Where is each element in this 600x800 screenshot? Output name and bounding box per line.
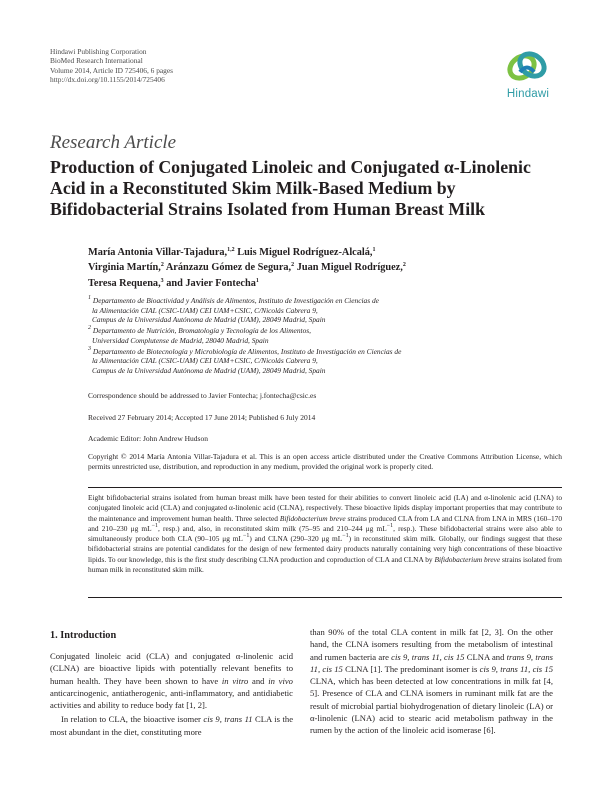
affiliations — [88, 296, 568, 376]
text-column-right — [310, 626, 553, 736]
author-name[interactable]: Virginia Martín, — [88, 262, 161, 274]
paragraph-text: CLNA and — [464, 651, 507, 662]
affiliation-text: Departamento de Bioactividad y Análisis de Alimentos, Instituto de Investigación en Ciencias de — [92, 296, 379, 305]
paragraph-text: cis 9, trans 11 — [203, 714, 253, 725]
paragraph-text: CLNA [1]. The predominant isomer is — [342, 663, 480, 674]
paragraph — [50, 650, 293, 711]
journal-header — [50, 47, 173, 84]
divider — [88, 487, 562, 488]
journal-name: BioMed Research International — [50, 56, 143, 66]
title-line: Bifidobacterial Strains Isolated from Human Breast Milk — [50, 198, 485, 219]
article-type: Research Article — [50, 132, 177, 153]
volume-info: Volume 2014, Article ID 725406, 6 pages — [50, 65, 174, 75]
abstract-text: , resp.). These bifidobacterial strains were also able to simultaneously produce both CLA (90–105 μg mL — [88, 523, 563, 544]
abstract-text: Eight bifidobacterial strains isolated from human breast milk have been tested for their abilities to convert linoleic acid (LA) and α-linolenic acid (LNA) to conjugated linoleic acid (CLA) and conjugated α-linolenic acid (CLNA), respectively. These bioactive lipids display important properties that may contribute to the maintenance and improvement human health. Three selected — [88, 493, 562, 523]
hindawi-logo — [496, 42, 558, 108]
author-affiliation-mark: 3 — [160, 277, 164, 284]
paragraph-text: anticarcinogenic, antiatherogenic, anti-inflammatory, and antidiabetic activities and ability to reduce body fat [1, 2]. — [50, 687, 293, 710]
affiliation-line — [88, 347, 568, 357]
paragraph-text: in vivo — [268, 675, 293, 686]
affiliation-text: Departamento de Biotecnología y Microbiología de Alimentos, Instituto de Investigación en Ciencias de — [92, 346, 402, 356]
author-affiliation-mark: 1 — [372, 247, 376, 253]
abstract-text: strains isolated from human milk in reconstituted skim milk. — [88, 554, 562, 575]
paragraph-text: in vitro — [221, 675, 249, 686]
unit-exponent: −1 — [386, 522, 394, 529]
author-name[interactable]: Luis Miguel Rodríguez-Alcalá, — [237, 247, 373, 258]
affiliation-number: 3 — [88, 345, 91, 352]
correspondence: Correspondence should be addressed to Javier Fontecha; j.fontecha@csic.es — [88, 391, 317, 400]
affiliation-line: la Alimentación CIAL (CSIC-UAM) CEI UAM+CSIC, C/Nicolás Cabrera 9, — [92, 305, 318, 315]
affiliation-line: Universidad Complutense de Madrid, 28040 Madrid, Spain — [92, 335, 269, 345]
paragraph-text: CLA is the most abundant in the diet, constituting more — [50, 714, 294, 737]
affiliation-line — [88, 326, 568, 336]
article-dates: Received 27 February 2014; Accepted 17 June 2014; Published 6 July 2014 — [88, 413, 316, 422]
affiliation-line: la Alimentación CIAL (CSIC-UAM) CEI UAM+CSIC, C/Nicolás Cabrera 9, — [92, 356, 318, 366]
paragraph-text: cis 9, trans 11, cis 15 — [391, 651, 465, 662]
abstract-text: , resp.) and, also, in reconstituted skim milk (75–95 and 210–244 μg mL — [158, 523, 387, 533]
paragraph-text: trans 9, trans 11, cis 15 — [310, 651, 553, 674]
author-affiliation-mark: 2 — [160, 262, 164, 269]
abstract-text: ) in reconstituted skim milk. Globally, our findings suggest that these bifidobacterial strains are potential candidates for the design of new fermented dairy products naturally containing very high concentrations of these bioactive lipids. To our knowledge, this is the first study describing CLNA production and coproduction of CLA and CLNA by — [88, 534, 562, 564]
divider — [88, 597, 562, 598]
paragraph — [310, 626, 553, 736]
academic-editor: Academic Editor: John Andrew Hudson — [88, 434, 208, 443]
paragraph-text: and — [248, 675, 269, 686]
author-affiliation-mark: 1 — [255, 277, 259, 284]
article-title — [50, 157, 570, 219]
hindawi-logo-text: Hindawi — [506, 88, 550, 100]
abstract — [88, 493, 562, 575]
author-affiliation-mark: 2 — [402, 262, 406, 269]
affiliation-line: Campus de la Universidad Autónoma de Madrid (UAM), 28049 Madrid, Spain — [92, 315, 326, 325]
publisher: Hindawi Publishing Corporation — [50, 47, 147, 56]
author-name[interactable]: María Antonia Villar-Tajadura, — [88, 247, 228, 258]
paragraph-text: CLNA, which has been detected at low concentrations in milk fat [4, 5]. Presence of CLA and CLNA isomers in ruminant milk fat are the result of microbial partial biohydrogenation of dietary linoleic (LA) or α-linolenic (LNA) acid to stearic acid metabolism pathway in the rumen by the action of the linoleic acid isomerase [6]. — [310, 676, 553, 735]
author-name[interactable]: Teresa Requena, — [88, 277, 161, 289]
title-line: Acid in a Reconstituted Skim Milk-Based Medium by — [50, 177, 456, 198]
paragraph-text: In relation to CLA, the bioactive isomer — [61, 714, 204, 725]
paragraph-text: than 90% of the total CLA content in milk fat [2, 3]. On the other hand, the CLNA isomers resulting from the metabolism of intestinal and rumen bacteria are — [310, 627, 553, 662]
affiliation-line: Campus de la Universidad Autónoma de Madrid (UAM), 28049 Madrid, Spain — [92, 365, 326, 375]
author-list — [88, 245, 558, 291]
author-name[interactable]: Aránzazu Gómez de Segura, — [165, 262, 292, 274]
abstract-text: ) and CLNA (290–320 μg mL — [249, 534, 343, 544]
section-heading: 1. Introduction — [50, 630, 117, 641]
author-affiliation-mark: 1,2 — [227, 247, 235, 253]
species-name: Bifidobacterium breve — [434, 554, 501, 564]
species-name: Bifidobacterium breve — [279, 513, 346, 523]
paragraph — [50, 713, 293, 738]
affiliation-line — [88, 296, 568, 306]
doi-link[interactable]: http://dx.doi.org/10.1155/2014/725406 — [50, 74, 165, 84]
title-line: Production of Conjugated Linoleic and Conjugated α-Linolenic — [50, 157, 531, 177]
unit-exponent: −1 — [242, 533, 250, 540]
text-column-left — [50, 650, 293, 738]
author-affiliation-mark: 2 — [291, 262, 295, 269]
affiliation-text: Departamento de Nutrición, Bromatología y Tecnología de los Alimentos, — [92, 326, 312, 336]
unit-exponent: −1 — [342, 533, 349, 540]
copyright-notice: Copyright © 2014 María Antonia Villar-Tajadura et al. This is an open access article distributed under the Creative Commons Attribution License, which permits unrestricted use, distribution, and reproduction in any medium, provided the original work is properly cited. — [88, 452, 562, 472]
author-name[interactable]: and Javier Fontecha — [166, 277, 256, 289]
affiliation-number: 2 — [88, 325, 91, 332]
unit-exponent: −1 — [151, 522, 158, 529]
hindawi-logo-icon — [496, 42, 558, 88]
abstract-text: strains produced CLA from LA and CLNA from LNA in MRS (160–170 and 210–230 μg mL — [88, 513, 562, 533]
paragraph-text: cis 9, trans 11, cis 15 — [479, 663, 554, 674]
paragraph-text: Conjugated linoleic acid (CLA) and conjugated α-linolenic acid (CLNA) are bioactive lipids with potentially relevant benefits to human health. They have been shown to have — [50, 651, 293, 686]
affiliation-number: 1 — [88, 295, 91, 301]
author-name[interactable]: Juan Miguel Rodríguez, — [296, 262, 403, 274]
